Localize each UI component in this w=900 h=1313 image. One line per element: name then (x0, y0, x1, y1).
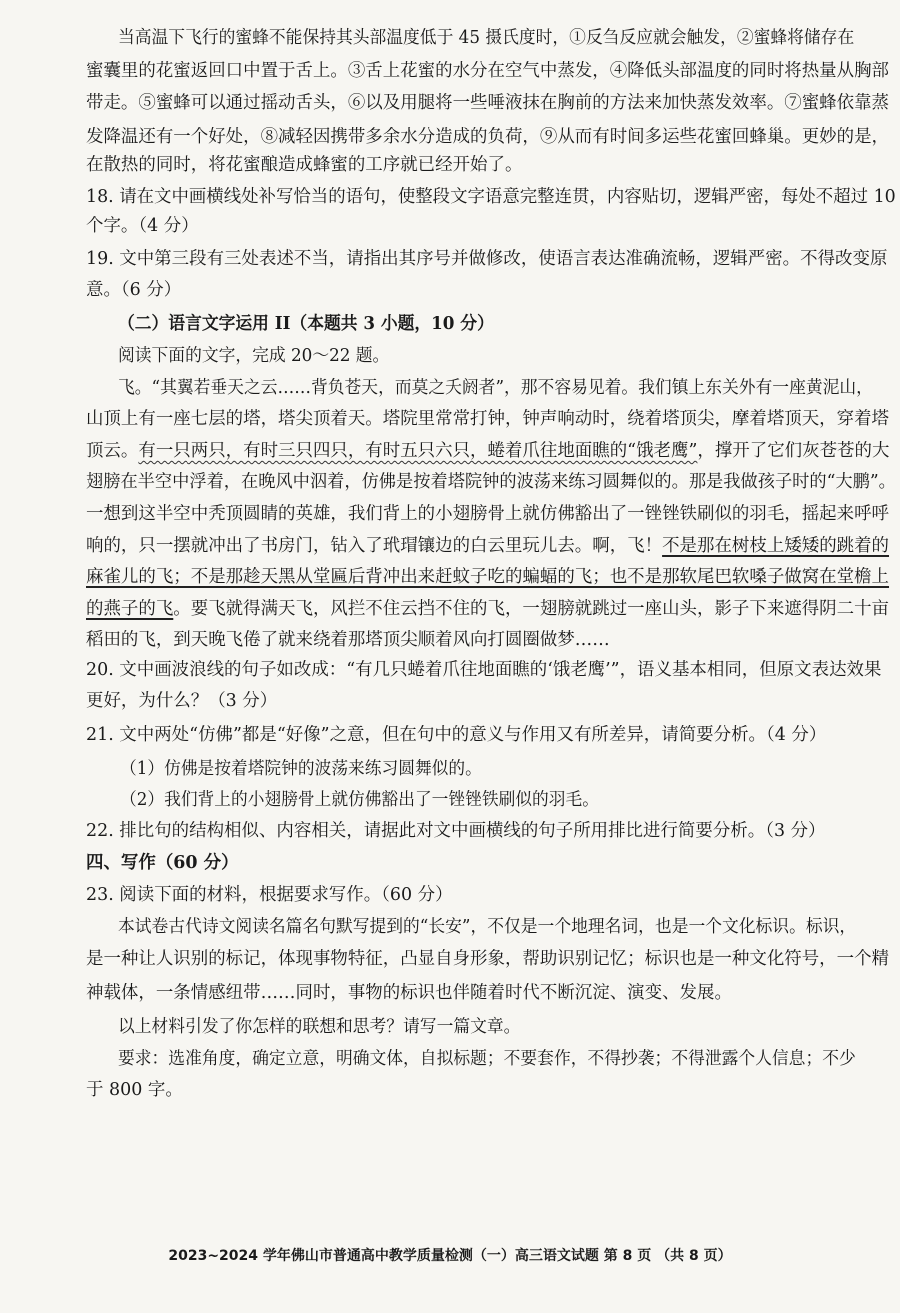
passage-text: ，撑开了它们灰苍苍的大 (697, 441, 890, 461)
page-footer: 2023~2024 学年佛山市普通高中教学质量检测（一）高三语文试题 第 8 页 （共 8 页） (168, 1248, 732, 1264)
question-19: 19. 文中第三段有三处表述不当，请指出其序号并做修改，使语言表达准确流畅，逻辑严密。不得改变原 (86, 249, 888, 269)
underlined-parallelism: 的燕子的飞 (86, 599, 174, 619)
question-20: 20. 文中画波浪线的句子如改成：“有几只蜷着爪往地面瞧的‘饿老鹰’”，语义基本相同，但原文表达效果 (86, 660, 882, 680)
wavy-underlined-sentence: 有一只两只，有时三只四只，有时五只六只，蜷着爪往地面瞧的“饿老鹰” (138, 441, 698, 461)
material-line: 本试卷古代诗文阅读名篇名句默写提到的“长安”，不仅是一个地理名词，也是一个文化标识。标识， (118, 917, 857, 937)
question-21-sub-2: （2）我们背上的小翅膀骨上就仿佛豁出了一锉锉铁刷似的羽毛。 (120, 790, 599, 810)
reading-instruction: 阅读下面的文字，完成 20～22 题。 (118, 346, 390, 366)
passage-text: 响的，只一摆就冲出了书房门，钻入了玳瑁镶边的白云里玩儿去。啊，飞！ (86, 536, 663, 556)
passage-text: 。要飞就得满天飞，风拦不住云挡不住的飞，一翅膀就跳过一座山头，影子下来遮得阴二十亩 (173, 599, 890, 619)
writing-requirements: 要求：选准角度，确定立意，明确文体，自拟标题；不要套作，不得抄袭；不得泄露个人信息；不少 (118, 1049, 856, 1069)
passage-line: 飞。“其翼若垂天之云……背负苍天，而莫之夭阏者”，那不容易见着。我们镇上东关外有一座黄泥山， (118, 378, 873, 398)
question-22: 22. 排比句的结构相似、内容相关，请据此对文中画横线的句子所用排比进行简要分析。（3 分） (86, 821, 826, 841)
question-21-sub-1: （1）仿佛是按着塔院钟的波荡来练习圆舞似的。 (120, 759, 482, 779)
question-19-cont: 意。（6 分） (86, 280, 182, 300)
section-title-writing: 四、写作（60 分） (86, 853, 239, 873)
paragraph-line: 发降温还有一个好处，⑧减轻因携带多余水分造成的负荷，⑨从而有时间多运些花蜜回蜂巢。更妙的是， (86, 127, 890, 147)
passage-line: 稻田的飞，到天晚飞倦了就来绕着那塔顶尖顺着风向打圆圈做梦…… (86, 630, 610, 650)
material-prompt: 以上材料引发了你怎样的联想和思考？请写一篇文章。 (118, 1017, 521, 1037)
paragraph-line: 带走。⑤蜜蜂可以通过摇动舌头，⑥以及用腿将一些唾液抹在胸前的方法来加快蒸发效率。⑦蜜蜂依靠蒸 (86, 93, 890, 113)
material-line: 神载体，一条情感纽带……同时，事物的标识也伴随着时代不断沉淀、演变、发展。 (86, 983, 732, 1003)
writing-requirements-cont: 于 800 字。 (86, 1080, 183, 1100)
paragraph-line: 蜜囊里的花蜜返回口中置于舌上。③舌上花蜜的水分在空气中蒸发，④降低头部温度的同时将热量从胸部 (86, 61, 890, 81)
question-18-cont: 个字。（4 分） (86, 216, 199, 236)
question-18: 18. 请在文中画横线处补写恰当的语句，使整段文字语意完整连贯，内容贴切，逻辑严密，每处不超过 10 (86, 187, 896, 207)
passage-line (86, 440, 896, 462)
question-20-cont: 更好，为什么？（3 分） (86, 691, 278, 711)
passage-line (86, 535, 896, 557)
question-23: 23. 阅读下面的材料，根据要求写作。（60 分） (86, 885, 453, 905)
paragraph-line: 当高温下飞行的蜜蜂不能保持其头部温度低于 45 摄氏度时，①反刍反应就会触发，②蜜蜂将储存在 (118, 28, 855, 48)
underlined-parallelism: 麻雀儿的飞；不是那趁天黑从堂匾后背冲出来赶蚊子吃的蝙蝠的飞；也不是那软尾巴软嗓子做窝在堂檐上 (86, 567, 890, 587)
passage-line: 翅膀在半空中浮着，在晚风中泅着，仿佛是按着塔院钟的波荡来练习圆舞似的。那是我做孩子时的“大鹏”。 (86, 472, 896, 492)
passage-line (86, 598, 896, 620)
passage-line: 山顶上有一座七层的塔，塔尖顶着天。塔院里常常打钟，钟声响动时，绕着塔顶尖，摩着塔顶天，穿着塔 (86, 409, 890, 429)
passage-text: 顶云。 (86, 441, 139, 461)
question-21: 21. 文中两处“仿佛”都是“好像”之意，但在句中的意义与作用又有所差异，请简要分析。（4 分） (86, 725, 827, 745)
material-line: 是一种让人识别的标记，体现事物特征，凸显自身形象，帮助识别记忆；标识也是一种文化符号，一个精 (86, 949, 890, 969)
paragraph-line: 在散热的同时，将花蜜酿造成蜂蜜的工序就已经开始了。 (86, 155, 523, 175)
underlined-parallelism: 不是那在树枝上矮矮的跳着的 (662, 536, 890, 556)
passage-line: 一想到这半空中秃顶圆睛的英雄，我们背上的小翅膀骨上就仿佛豁出了一锉锉铁刷似的羽毛，摇起来呼呼 (86, 504, 890, 524)
section-title-language-use-2: （二）语言文字运用 II（本题共 3 小题，10 分） (118, 314, 494, 334)
